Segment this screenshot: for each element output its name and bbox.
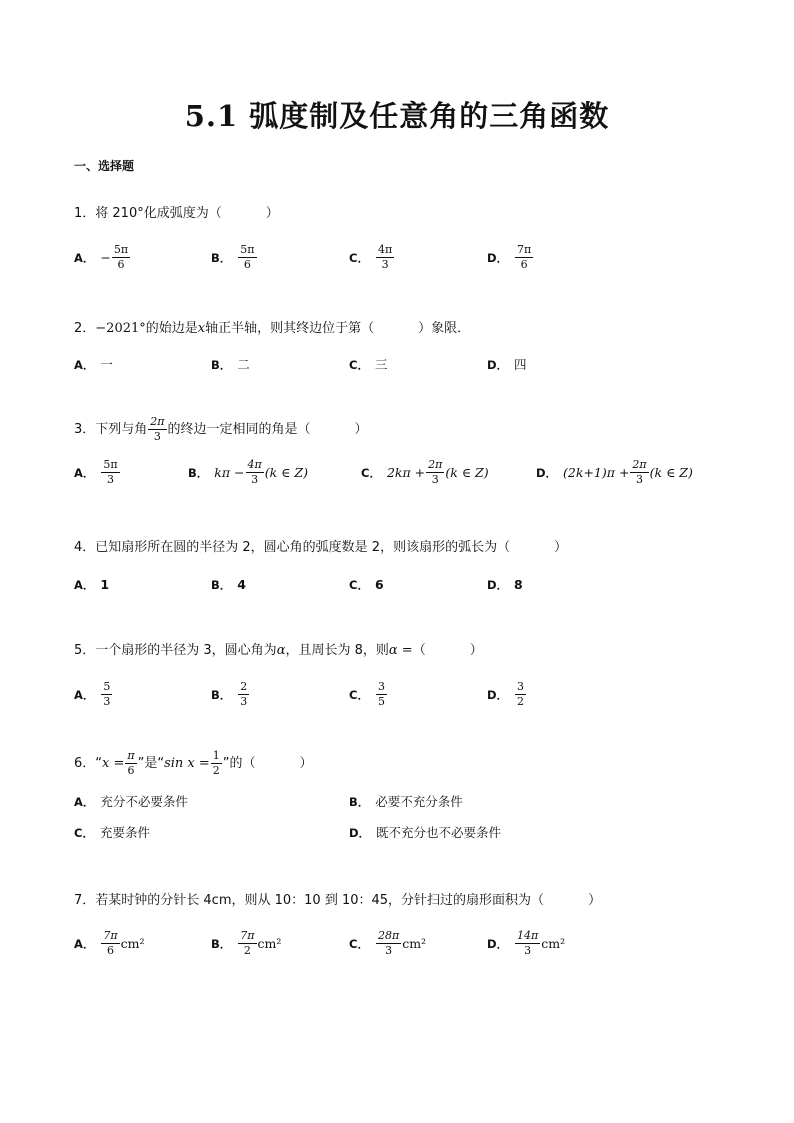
question-2-text: 的始边是: [145, 321, 198, 336]
fraction: $\frac{2\pi}{3}$: [632, 458, 647, 486]
q2-option-b[interactable]: [211, 356, 250, 374]
option-label: C．: [349, 250, 369, 265]
q2-option-a[interactable]: [74, 356, 113, 374]
fraction: $\frac{2\pi}{3}$: [428, 458, 443, 486]
question-2: [74, 320, 470, 338]
question-7-close: ）: [588, 893, 602, 908]
page-title: 5.1 弧度制及任意角的三角函数: [184, 99, 610, 133]
question-6: [74, 750, 313, 777]
fraction: $\frac{4\pi}{3}$: [247, 458, 262, 486]
option-label: B．: [211, 687, 232, 702]
fraction: $\frac{3}{5}$: [377, 680, 385, 708]
fraction: $\frac{14\pi}{3}$: [517, 929, 539, 957]
option-text: 既不充分也不必要条件: [376, 825, 502, 840]
fraction: $\frac{28\pi}{3}$: [377, 929, 400, 957]
unit: cm²: [541, 935, 566, 951]
unit: cm²: [257, 935, 282, 951]
math-expr: (2k+1)π +: [563, 464, 630, 480]
variable: α: [276, 643, 286, 658]
fraction: $\frac{\pi}{6}$: [127, 749, 135, 777]
option-label: D．: [487, 936, 509, 951]
unit: cm²: [402, 935, 427, 951]
question-4: [74, 539, 567, 557]
q3-option-b[interactable]: [188, 459, 308, 486]
option-label: D．: [487, 250, 509, 265]
q6-option-c[interactable]: [74, 824, 150, 842]
question-6-text: ”是“: [137, 755, 165, 771]
q5-option-a[interactable]: [74, 681, 113, 708]
unit: cm²: [120, 935, 145, 951]
question-4-text: 4．已知扇形所在圆的半径为 2，圆心角的弧度数是 2，则该扇形的弧长为（: [74, 540, 511, 555]
option-label: D．: [536, 465, 558, 480]
option-text: 二: [237, 357, 250, 372]
question-1-text: 1．将 210°化成弧度为（: [74, 206, 222, 221]
fraction: $\frac{3}{2}$: [517, 680, 525, 708]
fraction: $\frac{5\pi}{6}$: [240, 243, 255, 271]
q5-option-b[interactable]: [211, 681, 250, 708]
fraction: $\frac{2}{3}$: [240, 680, 248, 708]
q7-option-d[interactable]: [487, 930, 565, 957]
question-6-number: 6．“: [74, 755, 103, 771]
option-text: 四: [514, 357, 527, 372]
q2-option-d[interactable]: [487, 356, 527, 374]
option-text: 6: [374, 577, 384, 592]
fraction: $\frac{1}{2}$: [212, 749, 220, 777]
option-label: B．: [349, 795, 370, 809]
option-label: B．: [211, 358, 232, 372]
option-label: A．: [74, 578, 95, 592]
option-label: D．: [487, 578, 509, 592]
question-5-open: （: [412, 643, 426, 658]
option-label: B．: [188, 465, 209, 480]
q1-option-c[interactable]: [349, 244, 395, 271]
option-label: D．: [487, 358, 509, 372]
sign: −: [100, 249, 111, 265]
question-6-close: ）: [299, 755, 313, 771]
fraction: $\frac{5\pi}{6}$: [113, 243, 129, 271]
option-text: 4: [237, 577, 246, 592]
question-3-text: 3．下列与角: [74, 421, 148, 437]
option-label: C．: [349, 936, 369, 951]
variable: x: [197, 321, 206, 336]
q7-option-c[interactable]: [349, 930, 426, 957]
q3-option-d[interactable]: [536, 459, 693, 486]
option-text: 充要条件: [99, 825, 150, 840]
q7-option-a[interactable]: [74, 930, 145, 957]
option-text: 充分不必要条件: [100, 794, 188, 809]
option-label: A．: [74, 936, 95, 951]
option-label: A．: [74, 795, 95, 809]
math-expr: x =: [102, 755, 125, 771]
question-4-close: ）: [554, 540, 568, 555]
option-label: A．: [74, 250, 95, 265]
question-3-rest: 的终边一定相同的角是（: [167, 421, 311, 437]
q4-option-c[interactable]: [349, 576, 384, 594]
fraction: $\frac{2\pi}{3}$: [150, 415, 165, 443]
fraction: $\frac{5\pi}{3}$: [103, 458, 118, 486]
q1-option-d[interactable]: [487, 244, 534, 271]
math-expr: (k ∈ Z): [445, 464, 489, 480]
math-expr: 2kπ +: [386, 464, 426, 480]
fraction: $\frac{5}{3}$: [103, 680, 111, 708]
q6-option-b[interactable]: [349, 793, 463, 811]
fraction: $\frac{4\pi}{3}$: [377, 243, 393, 271]
math-expr: (k ∈ Z): [264, 464, 308, 480]
option-label: B．: [211, 578, 232, 592]
option-label: C．: [349, 358, 369, 372]
q1-option-b[interactable]: [211, 244, 258, 271]
option-label: A．: [74, 465, 95, 480]
question-1-close: ）: [265, 206, 279, 221]
option-label: B．: [211, 250, 232, 265]
option-text: 必要不充分条件: [375, 794, 463, 809]
q6-option-a[interactable]: [74, 793, 188, 811]
question-5: [74, 642, 483, 660]
q4-option-d[interactable]: [487, 576, 523, 594]
question-5-close: ）: [469, 643, 483, 658]
option-text: 一: [100, 357, 113, 372]
q7-option-b[interactable]: [211, 930, 281, 957]
option-label: A．: [74, 358, 95, 372]
option-label: C．: [74, 826, 94, 840]
fraction: $\frac{7\pi}{2}$: [240, 929, 255, 957]
option-label: A．: [74, 687, 95, 702]
section-heading: 一、选择题: [74, 159, 135, 173]
q1-option-a[interactable]: [74, 244, 131, 271]
question-1: [74, 205, 279, 223]
fraction: $\frac{7\pi}{6}$: [517, 243, 532, 271]
question-2-number: 2．: [74, 321, 96, 336]
angle-value: −2021°: [95, 321, 146, 336]
question-5-text: 5．一个扇形的半径为 3，圆心角为: [74, 643, 277, 658]
option-label: D．: [487, 687, 509, 702]
question-5-text2: ，且周长为 8，则: [285, 643, 389, 658]
option-text: 8: [514, 577, 523, 592]
option-label: D．: [349, 826, 371, 840]
math-expr: (k ∈ Z): [649, 464, 693, 480]
q5-option-c[interactable]: [349, 681, 388, 708]
math-expr: kπ −: [214, 464, 245, 480]
option-label: C．: [349, 687, 369, 702]
option-text: 三: [374, 357, 388, 372]
option-label: C．: [361, 465, 381, 480]
question-6-rest: ”的（: [222, 755, 256, 771]
variable: α =: [388, 643, 413, 658]
question-2-close: ）象限．: [418, 321, 471, 336]
question-7-text: 7．若某时钟的分针长 4cm，则从 10：10 到 10：45，分针扫过的扇形面积为（: [74, 893, 545, 908]
q4-option-b[interactable]: [211, 576, 246, 594]
q6-option-d[interactable]: [349, 824, 501, 842]
question-2-rest: 轴正半轴，则其终边位于第（: [205, 321, 375, 336]
q4-option-a[interactable]: [74, 576, 109, 594]
q2-option-c[interactable]: [349, 356, 387, 374]
option-label: C．: [349, 578, 369, 592]
question-3: [74, 416, 368, 443]
option-text: 1: [100, 577, 110, 592]
math-expr: sin x =: [164, 755, 210, 771]
question-7: [74, 892, 601, 910]
option-label: B．: [211, 936, 232, 951]
q3-option-a[interactable]: [74, 459, 121, 486]
q3-option-c[interactable]: [361, 459, 489, 486]
q5-option-d[interactable]: [487, 681, 527, 708]
question-3-close: ）: [354, 421, 368, 437]
fraction: $\frac{7\pi}{6}$: [103, 929, 118, 957]
